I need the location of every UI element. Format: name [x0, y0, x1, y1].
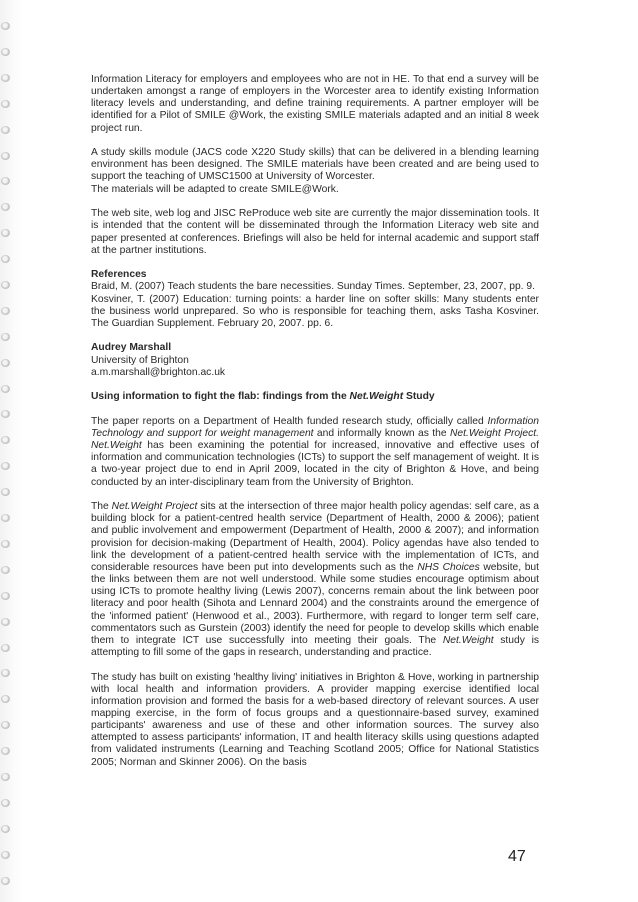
binder-ring	[1, 592, 10, 600]
binder-ring	[1, 333, 10, 341]
author-email: a.m.marshall@brighton.ac.uk	[91, 366, 226, 378]
paragraph-study-skills: A study skills module (JACS code X220 Study skills) that can be delivered in a blending learning environment has been designed. The SMILE materials have been created and are being used to support the teaching of UMSC1500 at University of Worcester.	[91, 147, 539, 183]
author-block	[91, 342, 539, 378]
paragraph-intersection	[91, 501, 539, 659]
binder-ring	[1, 462, 10, 470]
text-run: The paper reports on a Department of Health funded research study, officially called	[91, 415, 488, 427]
text-run: The study has built on existing 'healthy living' initiatives in Brighton & Hove, working in partnership with local health and information providers. A provider mapping exercise identified local information provision and formed the basis for a web-based directory of relevant sources. A user mapping exercise, in the form of focus groups and a questionnaire-based survey, examined participants' awareness and use of these and other information sources. The survey also attempted to assess participants' information, IT and health literacy skills using questions adapted from validated instruments (Learning and Teaching Scotland 2005; Office for National Statistics 2005; Norman and Skinner 2006). On the basis	[91, 671, 539, 768]
reference-kosviner: Kosviner, T. (2007) Education: turning points: a harder line on softer skills: Many students enter the business world unprepared. So who is responsible for teaching them, asks Tasha Kosviner. The Guardian Supplement. February 20, 2007. pp. 6.	[91, 293, 539, 329]
binder-ring	[1, 100, 10, 108]
binder-ring	[1, 566, 10, 574]
binder-ring	[1, 22, 10, 30]
italic-text: Net.Weight Project. Net.Weight	[91, 427, 539, 452]
binder-ring	[1, 669, 10, 677]
binder-ring	[1, 644, 10, 652]
paragraph-smile-work: The materials will be adapted to create SMILE@Work.	[91, 183, 339, 195]
italic-text: Net.Weight	[442, 634, 494, 646]
text-run: sits at the intersection of three major health policy agendas: self care, as a building block for a patient-centred health service (Department of Health, 2000 & 2006); patient and public involvement and empowerment (Department of Health, 2000 & 2007); and information provision for decision-making (Department of Health, 2004). Policy agendas have also tended to link the development of a patient-centred health service with the implementation of ICTs, and considerable resources have been put into developments such as the	[91, 501, 540, 573]
paragraph-paper-reports	[91, 416, 539, 489]
binder-ring	[1, 229, 10, 237]
binder-ring	[1, 203, 10, 211]
binder-ring	[1, 540, 10, 548]
references-heading: References	[91, 269, 147, 281]
binder-ring	[1, 177, 10, 185]
binder-ring	[1, 773, 10, 781]
italic-text: Net.Weight Project	[111, 501, 198, 513]
author-name: Audrey Marshall	[91, 342, 172, 354]
author-affiliation: University of Brighton	[91, 354, 189, 366]
binder-ring	[1, 48, 10, 56]
binder-ring	[1, 255, 10, 263]
article-title-end: Study	[403, 391, 435, 403]
text-run: The	[91, 501, 112, 513]
binder-ring	[1, 307, 10, 315]
binder-ring	[1, 851, 10, 859]
paragraph-dissemination: The web site, web log and JISC ReProduce web site are currently the major dissemination tools. It is intended that the content will be disseminated through the Information Literacy web site and paper presented at conferences. Briefings will also be held for internal academic and support staff at the partner institutions.	[91, 208, 539, 256]
text-run: and informally known as the	[313, 427, 450, 439]
binder-ring	[1, 74, 10, 82]
binder-ring	[1, 488, 10, 496]
page-number: 47	[508, 848, 526, 865]
binder-ring	[1, 385, 10, 393]
article-title	[91, 391, 539, 403]
binder-ring	[1, 281, 10, 289]
binder-ring	[1, 721, 10, 729]
article-title-start: Using information to fight the flab: findings from the	[91, 391, 350, 403]
binder-ring	[1, 695, 10, 703]
binder-ring	[1, 436, 10, 444]
italic-text: NHS Choices	[417, 561, 480, 573]
binder-ring	[1, 747, 10, 755]
article-title-study-name: Net.Weight	[349, 391, 404, 403]
binder-ring	[1, 152, 10, 160]
binder-ring	[1, 618, 10, 626]
paragraph-healthy-living	[91, 672, 539, 769]
binder-ring	[1, 799, 10, 807]
binder-ring	[1, 359, 10, 367]
binder-ring	[1, 410, 10, 418]
binding-margin	[0, 0, 22, 902]
text-run: study is attempting to fill some of the gaps in research, understanding and practice.	[91, 634, 539, 658]
binder-ring	[1, 825, 10, 833]
italic-text: Information Technology and support for weight management	[91, 415, 539, 439]
paragraph-survey: Information Literacy for employers and employees who are not in HE. To that end a survey will be undertaken amongst a range of employers in the Worcester area to identify existing Information literacy levels and understanding, and define training requirements. A partner employer will be identified for a Pilot of SMILE @Work, the existing SMILE materials adapted and an initial 8 week project run.	[91, 74, 539, 134]
binder-ring	[1, 514, 10, 522]
reference-braid: Braid, M. (2007) Teach students the bare necessities. Sunday Times. September, 23, 2007, pp. 9.	[91, 281, 535, 293]
text-run: website, but the links between them are not well understood. While some studies encourage optimism about using ICTs to promote healthy living (Lewis 2007), concerns remain about the link between poor literacy and poor health (Sihota and Lennard 2004) and the constraints around the emergence of the 'informed patient' (Henwood et al., 2003). Furthermore, with regard to longer term self care, commentators such as Gurstein (2003) identify the need for people to develop skills which enable them to integrate ICT use successfully into meeting their goals. The	[91, 561, 540, 646]
text-run: has been examining the potential for increased, innovative and effective uses of information and communication technologies (ICTs) to support the self management of weight. It is a two-year project due to end in April 2009, located in the city of Brighton & Hove, and being conducted by an inter-disciplinary team from the University of Brighton.	[91, 440, 539, 488]
binder-ring	[1, 877, 10, 885]
binder-ring	[1, 126, 10, 134]
document-page	[91, 74, 539, 781]
